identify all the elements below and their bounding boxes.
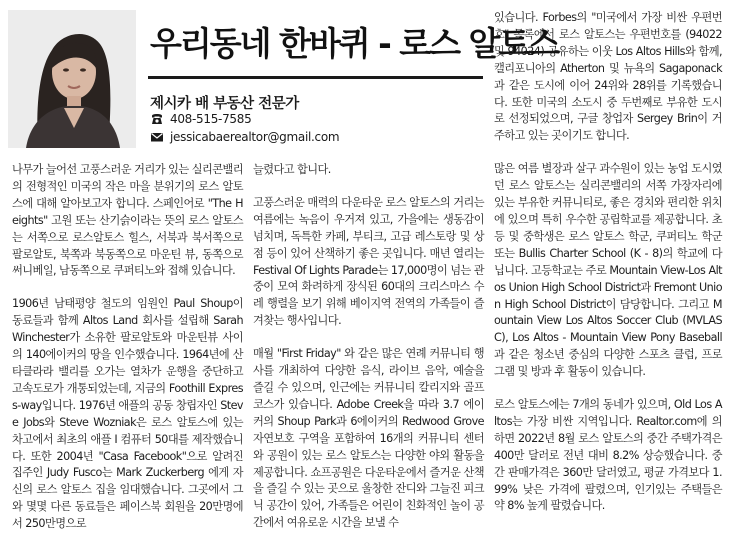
column-3-paragraph-3: 로스 알토스에는 7개의 동네가 있으며, Old Los Altos는 가장 비싼 지역입니다. Realtor.com에 의하면 2022년 8월 로스 알토스의 중간 주택가격은 400만 달러로 전년 대비 8.2% 상승했습니다. 중간 판매가격은 360만 달러였고, 평균 가격보다 1.99% 낮은 가격에 팔렸으며, 인기있는 주택들은 약 8% 높게 팔렸습니다. (494, 398, 722, 513)
column-2-paragraph-2: 고풍스러운 매력의 다운타운 로스 알토스의 거리는 여름에는 녹음이 우거져 있고, 가을에는 생동감이 넘치며, 독특한 카페, 부티크, 고급 레스토랑 및 상점 등이 있어 산책하기 좋은 곳입니다. 매년 열리는 Festival Of Lights Parade는 17,000명이 넘는 관중이 모여 화려하게 장식된 60대의 크리스마스 수레 행렬을 보기 위해 베이지역 전역의 가족들이 즐겨찾는 행사입니다. (253, 195, 484, 328)
email-address[interactable]: jessicabaerealtor@gmail.com (170, 130, 340, 144)
author-photo (8, 10, 136, 148)
article-title: 우리동네 한바퀴 - 로스 알토스 (150, 24, 559, 63)
article-column-2 (253, 162, 484, 532)
column-2-paragraph-1: 늘렸다고 합니다. (253, 163, 331, 176)
column-3-paragraph-2: 많은 여름 별장과 살구 과수원이 있는 농업 도시였던 로스 알토스는 실리콘밸리의 서쪽 가장자리에 있는 부유한 커뮤니티로, 좋은 경치와 편리한 위치에 있으며 특히 우수한 공립학교를 제공합니다. 초등 및 중학생은 로스 알토스 학군, 쿠퍼티노 학군 또는 Bullis Charter School (K - 8)의 학교에 다닙니다. 고등학교는 주로 Mountain View-Los Altos Union High School District과 Fremont Union High School District이 담당합니다. 그리고 Mountain View Los Altos Soccer Club (MVLASC), Los Altos - Mountain View Pony Baseball과 같은 청소년 중심의 다양한 스포츠 클럽, 프로그램 및 방과 후 활동이 있습니다. (494, 162, 722, 379)
title-underline-divider (148, 76, 483, 79)
phone-icon (150, 113, 164, 125)
column-3-paragraph-1: 있습니다. Forbes의 "미국에서 가장 비싼 우편번호" 목록에서 로스 알토스는 우편번호를 (94022 및 94024) 공유하는 이웃 Los Altos Hills와 함께, 캘리포니아의 Atherton 및 뉴욕의 Sagaponack 과 같은 도시에 이어 24위와 28위를 기록했습니다. 또한 미국의 소도시 중 두번째로 부유한 도시로 선정되었으며, 구글 창업자 Sergey Brin이 거주하고 있는 곳이기도 합니다. (494, 11, 722, 143)
column-1-paragraph-2: 1906년 남태평양 철도의 임원인 Paul Shoup이 동료들과 함께 Altos Land 회사를 설립해 Sarah Winchester가 소유한 팔로알토와 마운틴뷰 사이의 140에이커의 땅을 인수했습니다. 1964년에 산타클라라 밸리를 오가는 열차가 운행을 중단하고 고속도로가 개통되었는데, 지금의 Foothill Express-way입니다. 1976년 애플의 공동 창립자인 Steve Jobs와 Steve Wozniak은 로스 알토스에 있는 차고에서 최초의 애플 I 컴퓨터 50대를 제작했습니다. 또한 2004년 "Casa Facebook"으로 알려진 집주인 Judy Fusco는 Mark Zuckerberg 에게 자신의 로스 알토스 집을 임대했습니다. 그곳에서 그와 몇몇 다른 동료들은 페이스북 회원을 20만명에서 250만명으로 (12, 297, 243, 531)
phone-number[interactable]: 408-515-7585 (170, 112, 252, 126)
article-column-3 (494, 10, 722, 515)
email-contact (150, 130, 339, 144)
phone-contact (150, 112, 251, 126)
envelope-icon (150, 131, 164, 143)
author-portrait-image (8, 10, 136, 148)
column-1-paragraph-1: 나무가 늘어선 고풍스러운 거리가 있는 실리콘밸리의 전형적인 미국의 작은 마을 분위기의 로스 알토스에 대해 알아보고자 합니다. 스페인어로 "The Heights" 고원 또는 산기슭이라는 뜻의 로스 알토스는 서쪽으로 로스알토스 힐스, 서북과 북서쪽으로 팔로알토, 북쪽과 북동쪽으로 마운틴 뷰, 동쪽으로 써니베일, 남동쪽으로 쿠퍼티노와 접해 있습니다. (12, 163, 243, 278)
column-2-paragraph-3: 매월 "First Friday" 와 같은 많은 연례 커뮤니티 행사를 개최하여 다양한 음식, 라이브 음악, 예술을 즐길 수 있으며, 인근에는 커뮤니티 칼리지와 골프코스가 있습니다. Adobe Creek을 따라 3.7 에이커의 Shoup Park과 6에이커의 Redwood Grove 자연보호 구역을 포함하여 16개의 커뮤니티 센터와 공원이 있는 로스 알토스는 다양한 야외 활동을 제공합니다. 쇼프공원은 다운타운에서 즐거운 산책을 즐길 수 있는 곳으로 울창한 잔디와 그늘진 피크닉 공간이 있어, 가족들은 어린이 친화적인 놀이 공간에서 여유로운 시간을 보낼 수 (253, 347, 484, 530)
author-name: 제시카 배 부동산 전문가 (150, 96, 299, 112)
article-column-1 (12, 162, 243, 533)
